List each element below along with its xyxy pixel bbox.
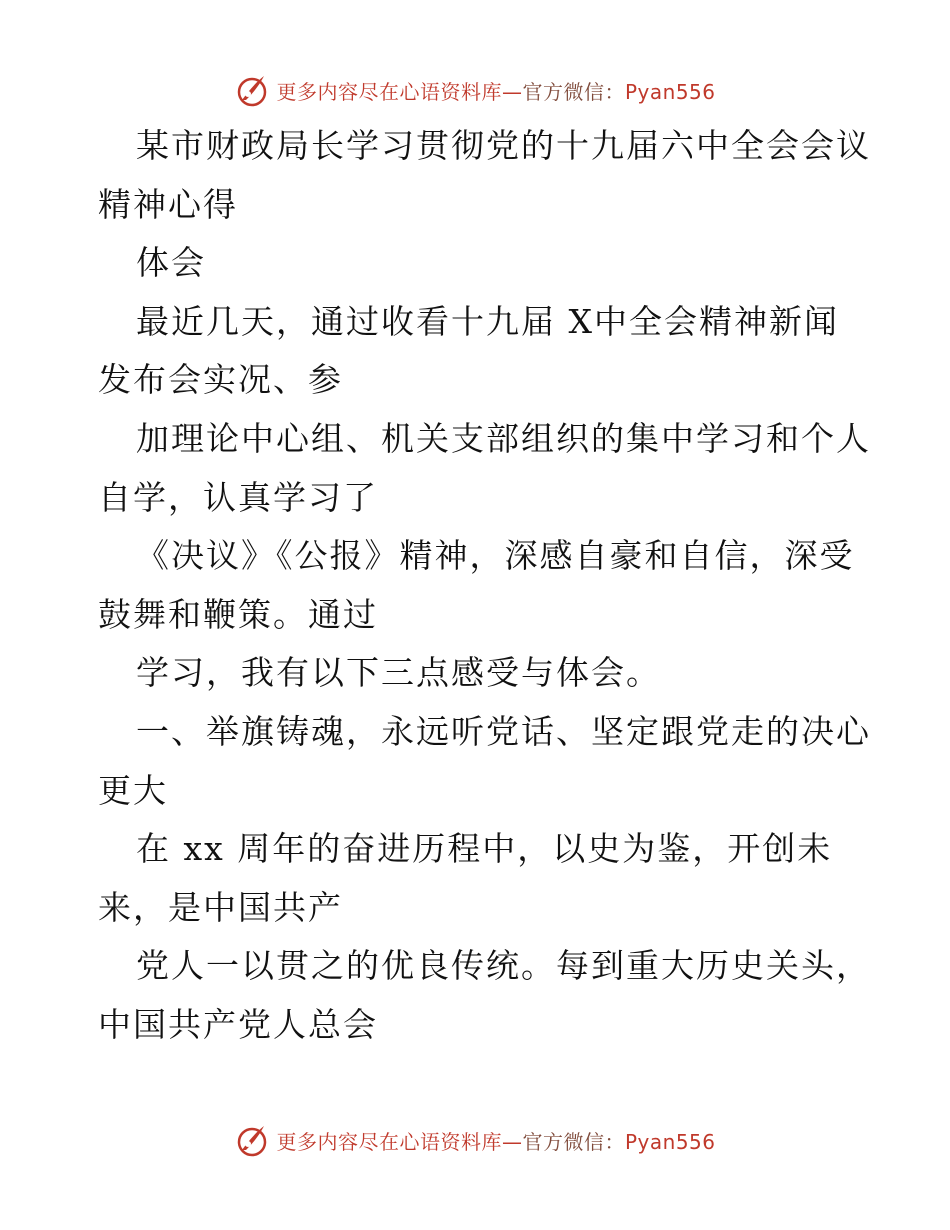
text-line: 中国共产党人总会: [98, 1004, 378, 1044]
quill-pen-seal-icon: [234, 1122, 270, 1158]
text-line: 精神心得: [98, 184, 238, 224]
watermark-text: 更多内容尽在心语资料库—官方微信：Pyan556: [276, 79, 716, 104]
text-line: 最近几天，通过收看十九届 X中全会精神新闻: [136, 301, 839, 341]
text-line: 加理论中心组、机关支部组织的集中学习和个人: [136, 418, 871, 458]
text-line: 学习，我有以下三点感受与体会。: [136, 653, 661, 693]
document-body: [98, 117, 871, 1055]
text-line: 发布会实况、参: [98, 360, 343, 400]
footer-watermark: [0, 1120, 950, 1160]
header-watermark: [0, 70, 950, 110]
text-line: 《决议》《公报》精神，深感自豪和自信，深受: [136, 536, 855, 576]
text-line: 在 xx 周年的奋进历程中，以史为鉴，开创未: [136, 829, 833, 869]
text-line: 更大: [98, 770, 168, 810]
quill-pen-seal-icon: [234, 72, 270, 108]
text-line: 一、举旗铸魂，永远听党话、坚定跟党走的决心: [136, 711, 871, 751]
watermark-text: 更多内容尽在心语资料库—官方微信：Pyan556: [276, 1129, 716, 1154]
text-line: 党人一以贯之的优良传统。每到重大历史关头，: [136, 946, 871, 986]
text-line: 自学，认真学习了: [98, 477, 378, 517]
text-line: 体会: [136, 243, 206, 283]
text-line: 来，是中国共产: [98, 887, 343, 927]
text-line: 鼓舞和鞭策。通过: [98, 594, 378, 634]
text-line: 某市财政局长学习贯彻党的十九届六中全会会议: [136, 126, 871, 165]
